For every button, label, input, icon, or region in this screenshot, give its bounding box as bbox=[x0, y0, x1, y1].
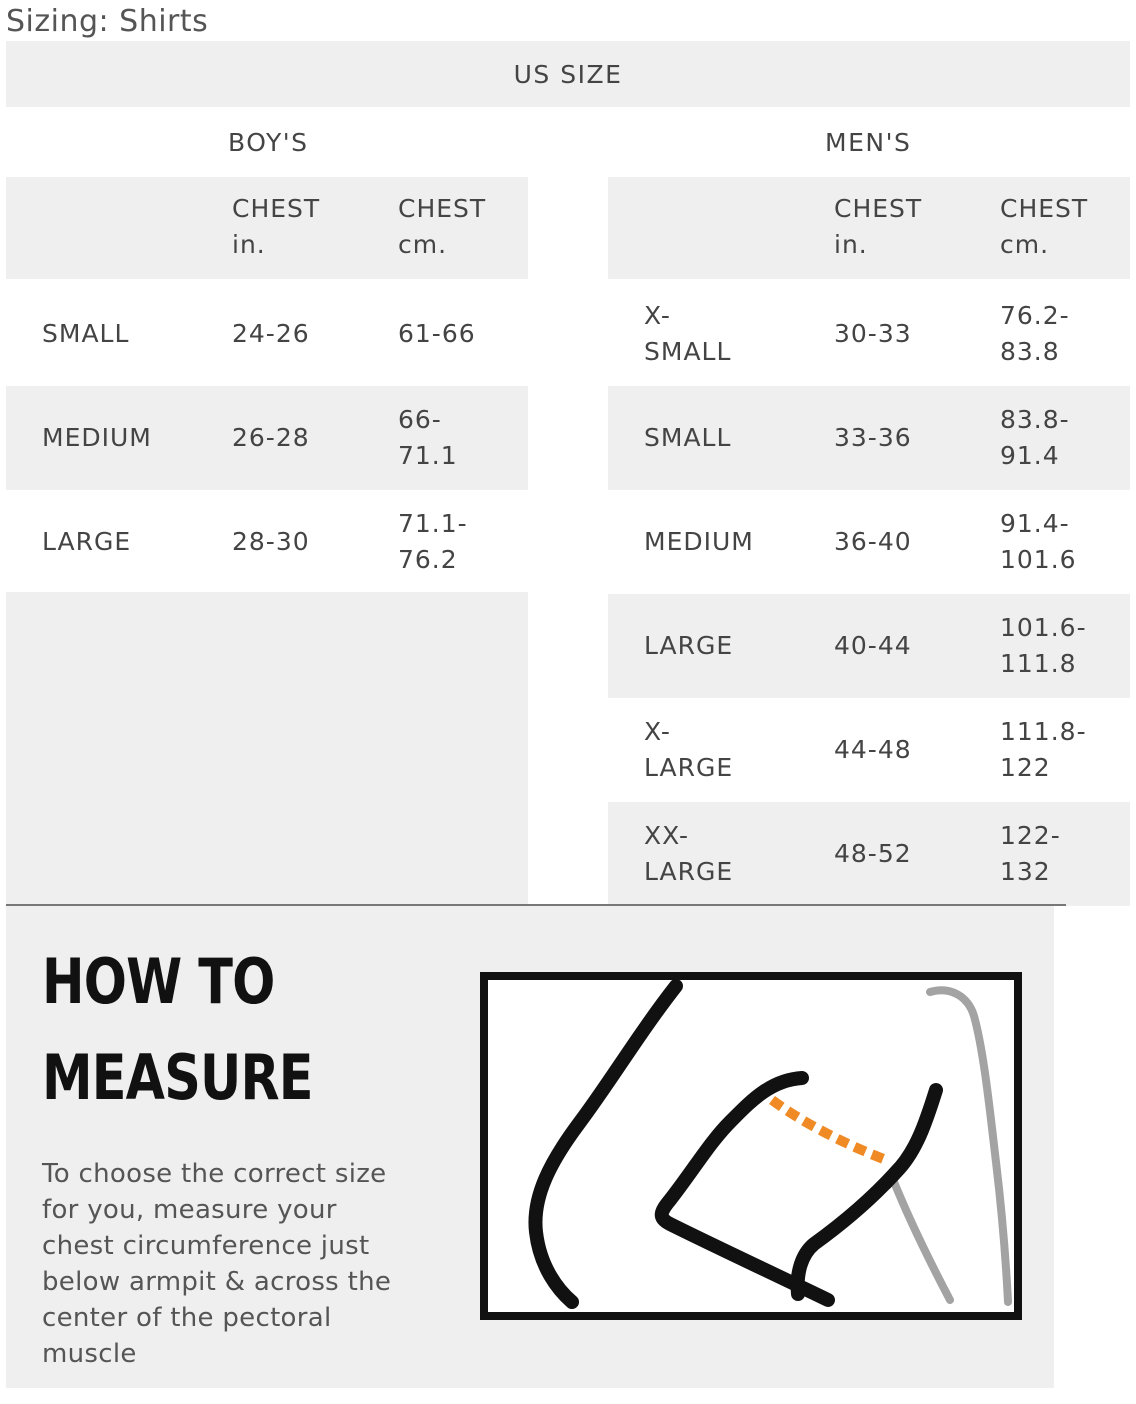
mens-heading: MEN'S bbox=[825, 128, 912, 157]
chest-in-value: 48-52 bbox=[834, 839, 912, 868]
page-title: Sizing: Shirts bbox=[6, 4, 209, 39]
boys-col-chest-cm: CHEST cm. bbox=[398, 194, 487, 259]
section-divider bbox=[6, 904, 1066, 906]
mens-col-chest-cm: CHEST cm. bbox=[1000, 194, 1089, 259]
table-row bbox=[6, 386, 528, 490]
mens-header-row bbox=[608, 177, 1130, 279]
chest-in-value: 24-26 bbox=[232, 319, 310, 348]
chest-measure-illustration-icon bbox=[480, 972, 1022, 1320]
chest-cm-value: 71.1- 76.2 bbox=[398, 509, 468, 574]
size-label: SMALL bbox=[42, 319, 130, 348]
table-row bbox=[608, 490, 1130, 594]
size-label: XX- LARGE bbox=[644, 821, 734, 886]
size-label: X- LARGE bbox=[644, 717, 734, 782]
chest-cm-value: 83.8- 91.4 bbox=[1000, 405, 1070, 470]
chest-in-value: 36-40 bbox=[834, 527, 912, 556]
chest-in-value: 28-30 bbox=[232, 527, 310, 556]
chest-cm-value: 111.8- 122 bbox=[1000, 717, 1087, 782]
how-to-measure-panel bbox=[6, 904, 1054, 1388]
table-row bbox=[608, 698, 1130, 802]
boys-col-chest-in: CHEST in. bbox=[232, 194, 321, 259]
size-label: MEDIUM bbox=[644, 527, 754, 556]
table-row bbox=[6, 490, 528, 594]
table-title: US SIZE bbox=[513, 59, 623, 89]
table-row bbox=[608, 282, 1130, 386]
table-row bbox=[608, 802, 1130, 906]
size-label: LARGE bbox=[644, 631, 734, 660]
how-to-measure-title: HOW TO MEASURE bbox=[42, 945, 313, 1114]
table-row bbox=[608, 594, 1130, 698]
chest-cm-value: 91.4- 101.6 bbox=[1000, 509, 1077, 574]
how-to-measure-instructions: To choose the correct size for you, measure your chest circumference just below armpit & across the center of the pectoral muscle bbox=[42, 1159, 392, 1369]
chest-in-value: 33-36 bbox=[834, 423, 912, 452]
chest-in-value: 44-48 bbox=[834, 735, 912, 764]
size-label: SMALL bbox=[644, 423, 732, 452]
chest-cm-value: 122- 132 bbox=[1000, 821, 1061, 886]
table-row bbox=[608, 386, 1130, 490]
boys-header-row bbox=[6, 177, 528, 279]
size-label: LARGE bbox=[42, 527, 132, 556]
chest-cm-value: 66- 71.1 bbox=[398, 405, 458, 470]
mens-col-chest-in: CHEST in. bbox=[834, 194, 923, 259]
size-label: X- SMALL bbox=[644, 301, 732, 366]
table-row bbox=[6, 282, 528, 386]
chest-cm-value: 76.2- 83.8 bbox=[1000, 301, 1070, 366]
chest-cm-value: 61-66 bbox=[398, 319, 476, 348]
boys-heading: BOY'S bbox=[228, 128, 309, 157]
size-label: MEDIUM bbox=[42, 423, 152, 452]
boys-table-filler bbox=[6, 592, 528, 904]
chest-cm-value: 101.6- 111.8 bbox=[1000, 613, 1087, 678]
table-title-bar bbox=[6, 41, 1130, 107]
chest-in-value: 30-33 bbox=[834, 319, 912, 348]
chest-in-value: 40-44 bbox=[834, 631, 912, 660]
chest-in-value: 26-28 bbox=[232, 423, 310, 452]
